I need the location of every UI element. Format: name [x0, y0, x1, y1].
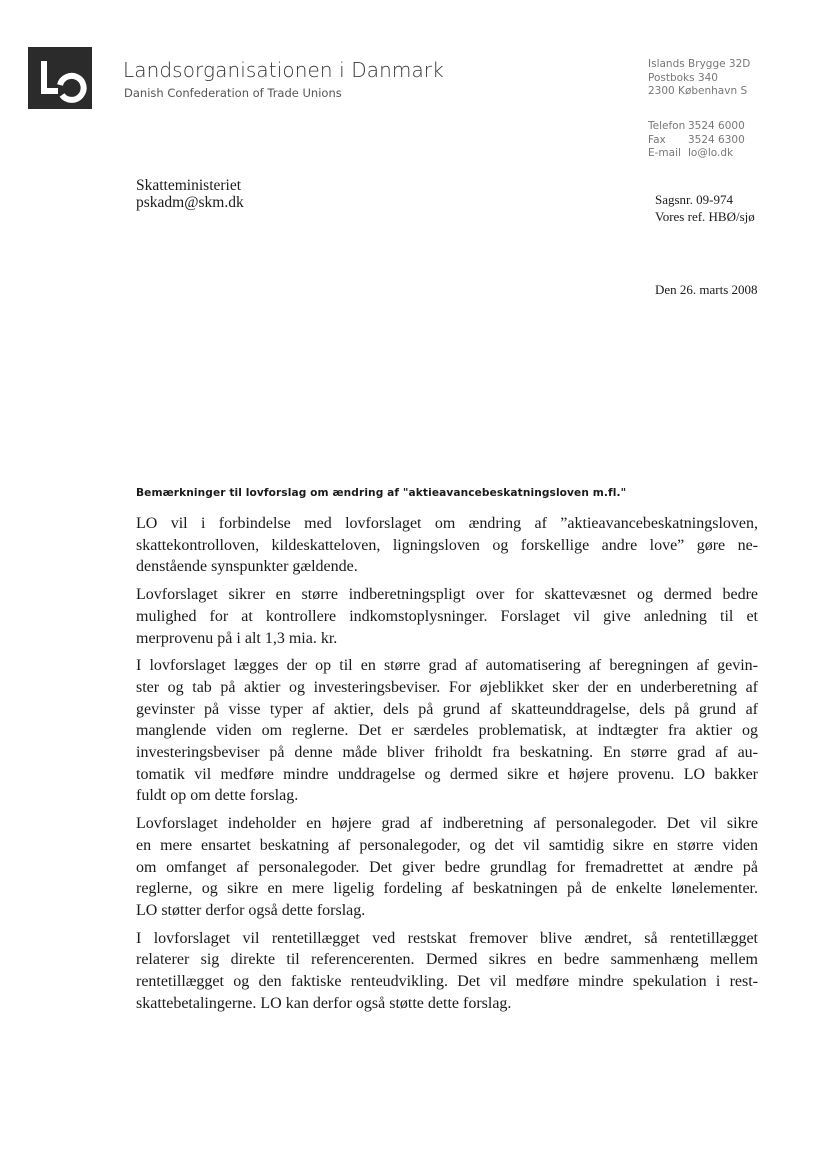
address-line: Postboks 340 [648, 71, 718, 84]
letter-body [136, 513, 758, 1020]
body-paragraph [136, 928, 758, 1015]
lo-logo [28, 47, 92, 109]
our-reference: Vores ref. HBØ/sjø [655, 209, 755, 224]
contact-value: 3524 6000 [688, 120, 745, 132]
body-paragraph [136, 584, 758, 649]
body-line: Lovforslaget indeholder en højere grad af indberetning af personalegoder. Det vil sikre [136, 815, 758, 833]
sender-address [648, 58, 750, 99]
body-line: skattekontrolloven, kildeskatteloven, ligningsloven og forskellige andre love” gøre ne- [136, 536, 758, 554]
organization-subtitle: Danish Confederation of Trade Unions [124, 86, 342, 100]
body-line: manglende viden om reglerne. Det er særdeles problematisk, at indtægter fra aktier og [136, 722, 758, 740]
body-paragraph [136, 655, 758, 807]
lo-logo-icon [28, 47, 92, 109]
case-number: Sagsnr. 09-974 [655, 192, 733, 207]
body-line: relaterer sig direkte til referencerenten. Dermed sikres en bedre sammenhæng mellem [136, 951, 758, 969]
body-line: LO vil i forbindelse med lovforslaget om ændring af ”aktieavancebeskatningsloven, [136, 515, 758, 532]
body-line: mulighed for at kontrollere indkomstoplysninger. Forslaget vil give anledning til et [136, 607, 758, 625]
body-line: LO støtter derfor også dette forslag. [136, 901, 366, 919]
contact-value: lo@lo.dk [688, 147, 734, 159]
recipient-name: Skatteministeriet [136, 177, 242, 194]
contact-phone [648, 120, 745, 134]
recipient-email: pskadm@skm.dk [136, 194, 244, 211]
body-line: reglerne, og sikre en mere ligelig fordeling af beskatningen på de enkelte lønelementer. [136, 880, 758, 898]
body-line: fuldt op om dette forslag. [136, 787, 299, 805]
body-line: gevinster på visse typer af aktier, dels på grund af skatteunddragelse, dels på grund af [136, 700, 758, 718]
reference-block [655, 191, 755, 225]
address-line: Islands Brygge 32D [648, 58, 751, 70]
contact-label: Fax [648, 133, 666, 146]
body-line: rentetillægget og den faktiske renteudvikling. Det vil medføre mindre spekulation i rest- [136, 973, 758, 991]
contact-label: E-mail [648, 147, 681, 159]
letter-date: Den 26. marts 2008 [655, 282, 758, 297]
organization-name: Landsorganisationen i Danmark [123, 58, 444, 82]
recipient-block [136, 177, 244, 211]
body-line: I lovforslaget lægges der op til en større grad af automatisering af beregningen af gevin- [136, 657, 758, 675]
body-paragraph [136, 513, 758, 578]
contact-value: 3524 6300 [688, 133, 745, 146]
body-line: om omfanget af personalegoder. Det giver bedre grundlag for fremadrettet at ændre på [136, 858, 758, 876]
sender-contact [648, 120, 745, 161]
contact-label: Telefon [648, 120, 686, 132]
body-line: tomatik vil medføre mindre unddragelse og dermed sikre et højere provenu. LO bakker [136, 765, 758, 783]
body-line: investeringsbeviser på denne måde bliver friholdt fra beskatning. En større grad af au- [136, 744, 758, 762]
body-line: denstående synspunkter gældende. [136, 558, 358, 576]
body-line: skattebetalingerne. LO kan derfor også støtte dette forslag. [136, 994, 512, 1012]
body-line: ster og tab på aktier og investeringsbeviser. For øjeblikket sker der en underberetning af [136, 678, 758, 696]
contact-fax [648, 134, 745, 148]
body-line: I lovforslaget vil rentetillægget ved restskat fremover blive ændret, så rentetillægget [136, 929, 758, 947]
contact-email [648, 147, 745, 161]
body-line: Lovforslaget sikrer en større indberetningspligt over for skattevæsnet og dermed bedre [136, 586, 758, 604]
body-line: merprovenu på i alt 1,3 mia. kr. [136, 629, 338, 647]
address-line: 2300 København S [648, 85, 748, 97]
subject-heading: Bemærkninger til lovforslag om ændring af "aktieavancebeskatningsloven m.fl." [136, 487, 627, 499]
body-paragraph [136, 813, 758, 922]
body-line: en mere ensartet beskatning af personalegoder, og det vil samtidig sikre en større viden [136, 836, 758, 854]
